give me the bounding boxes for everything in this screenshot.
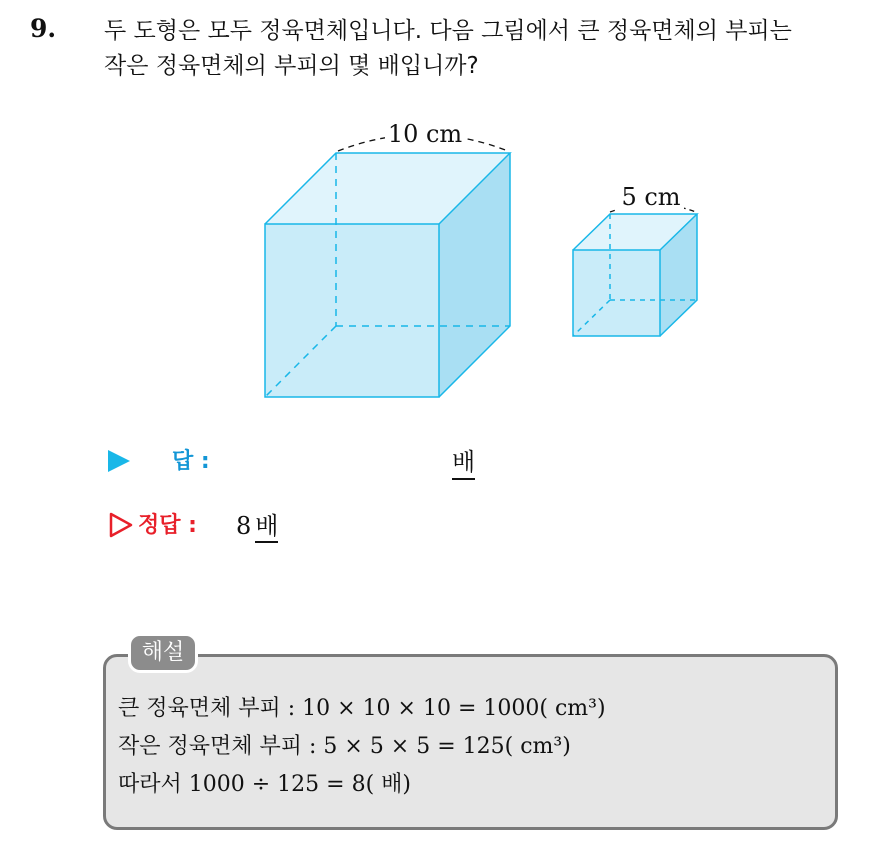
play-triangle-icon [108, 450, 130, 472]
question-number: 9. [30, 14, 57, 43]
solution-line-2: 작은 정육면체 부피 : 5 × 5 × 5 = 125( cm³) [118, 734, 571, 759]
question-line-1: 두 도형은 모두 정육면체입니다. 다음 그림에서 큰 정육면체의 부피는 [104, 18, 792, 44]
question-line-2: 작은 정육면체의 부피의 몇 배입니까? [104, 53, 479, 79]
correct-answer-unit: 배 [255, 512, 278, 543]
correct-answer-label: 정답 : [138, 513, 197, 538]
small-cube-label: 5 cm [621, 183, 681, 211]
correct-answer-value: 8 [236, 512, 252, 540]
big-cube-label: 10 cm [387, 120, 463, 148]
solution-line-1: 큰 정육면체 부피 : 10 × 10 × 10 = 1000( cm³) [118, 696, 606, 721]
solution-tab: 해설 [128, 633, 198, 673]
triangle-outline-icon [108, 512, 134, 538]
correct-answer [236, 506, 278, 541]
answer-label: 답 : [172, 449, 210, 474]
answer-blank-unit[interactable]: 배 [452, 442, 475, 480]
small-cube [573, 182, 697, 336]
big-cube [265, 118, 510, 397]
solution-line-3: 따라서 1000 ÷ 125 = 8( 배) [118, 772, 411, 797]
solution-lines [118, 690, 606, 804]
